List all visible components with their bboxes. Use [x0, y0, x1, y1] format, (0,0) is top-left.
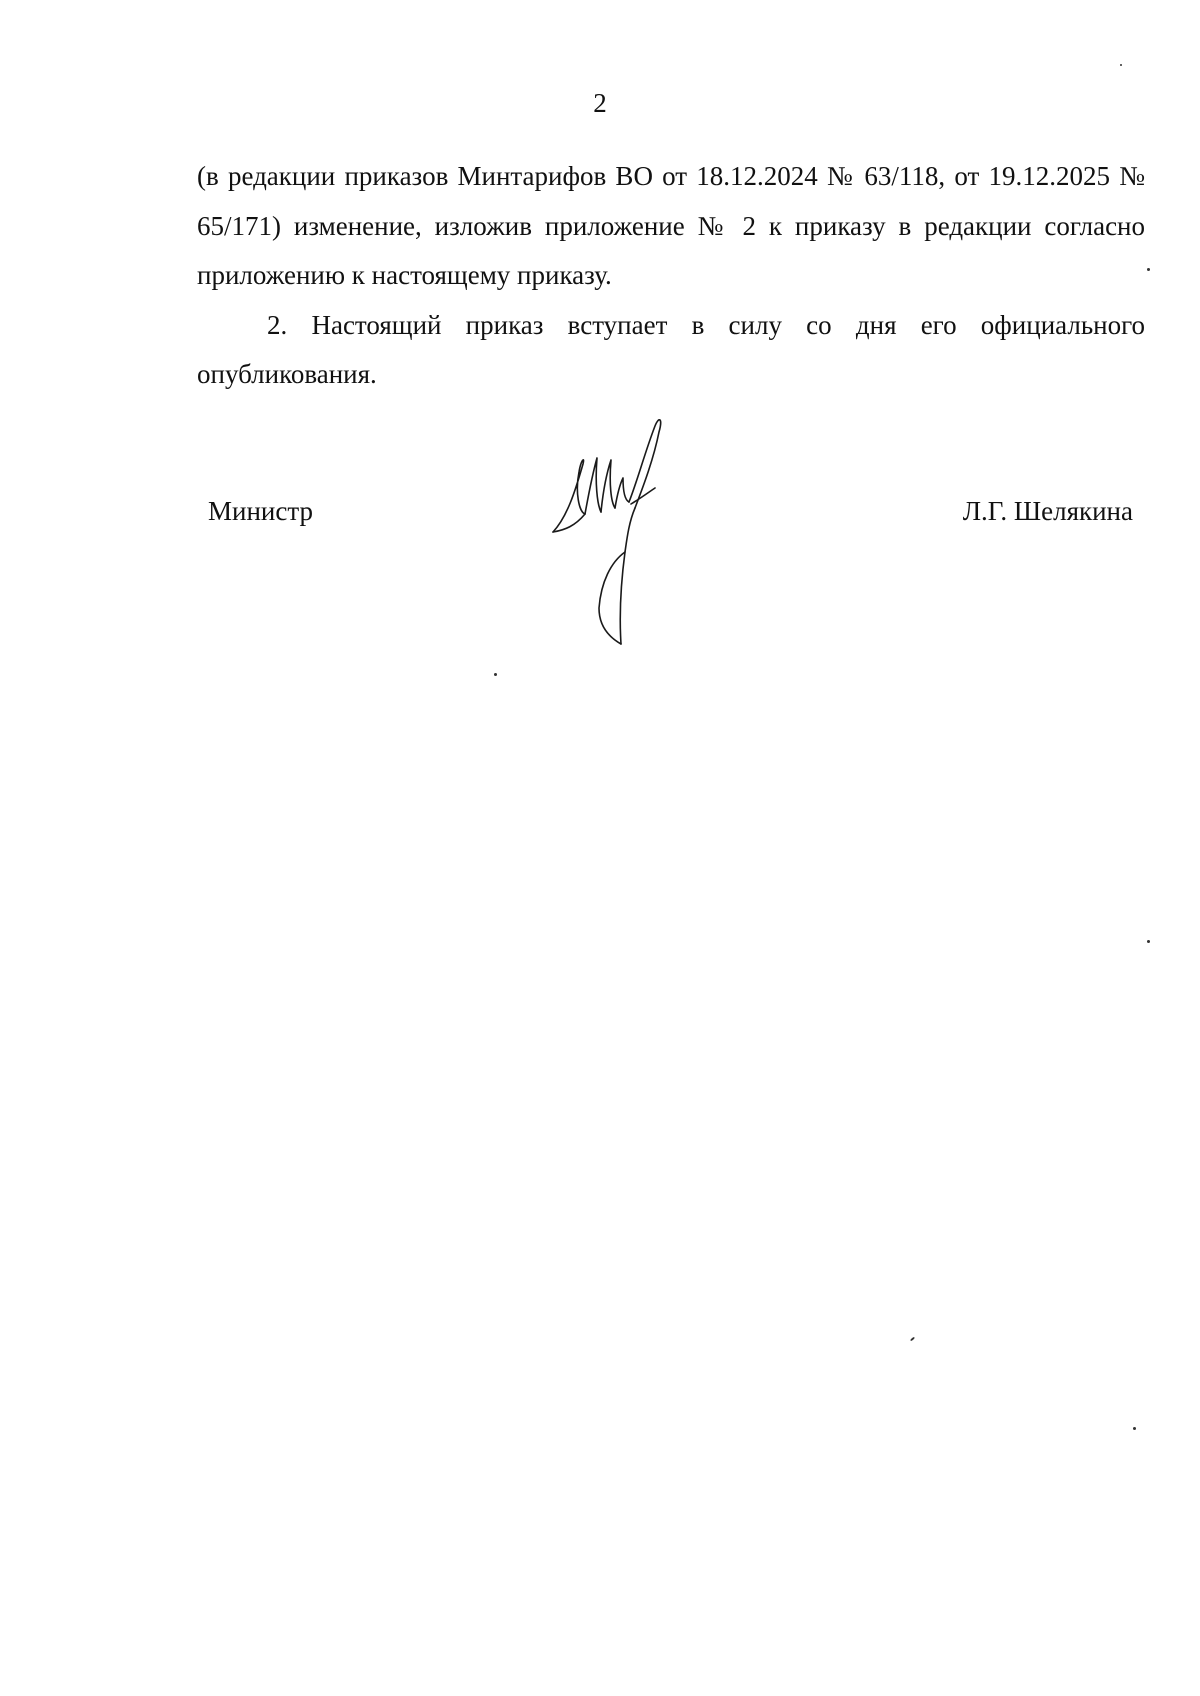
signatory-name: Л.Г. Шелякина [962, 496, 1133, 526]
scan-speck [1133, 1427, 1136, 1430]
scan-speck [494, 673, 497, 676]
scan-speck [1147, 268, 1150, 271]
handwritten-signature [545, 412, 685, 672]
page-number: 2 [593, 88, 607, 118]
scan-speck [910, 1337, 915, 1342]
signatory-title: Министр [208, 496, 313, 526]
scan-speck [1120, 64, 1122, 66]
paragraph-entry-into-force: 2. Настоящий приказ вступает в силу со дня его официального опубликования. [197, 309, 1145, 389]
document-body [197, 152, 1145, 400]
paragraph-amendment: (в редакции приказов Минтарифов ВО от 18.12.2024 № 63/118, от 19.12.2025 № 65/171) изменение, изложив приложение № 2 к приказу в редакции согласно приложению к настоящему приказу. [197, 161, 1145, 290]
scan-speck [1147, 940, 1150, 943]
